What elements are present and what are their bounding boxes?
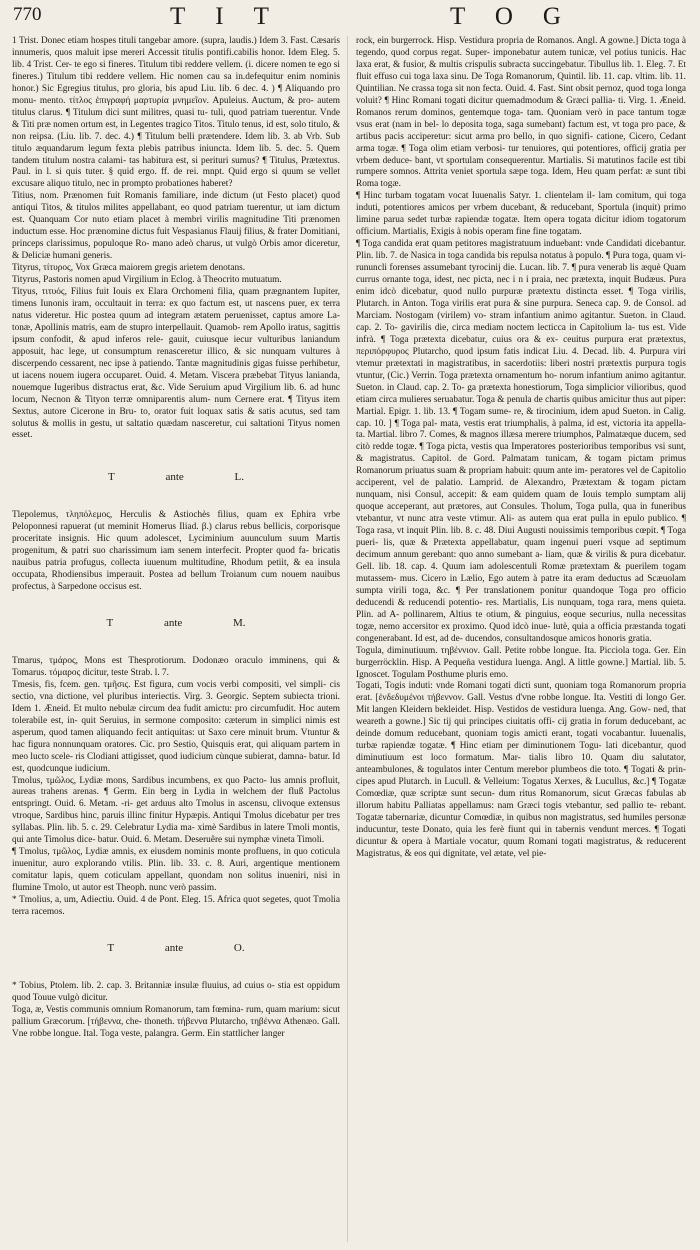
entry-tityrus-vox: Tityrus, τίτυρος, Vox Græca maiorem gregis arietem denotans. (12, 263, 246, 274)
entry-tityrus-pastor: Tityrus, Pastoris nomen apud Virgilium in Eclog. à Theocrito mutuatum. (12, 275, 282, 286)
entry-tmolus-amnis: ¶ Tmolus, τμῶλος, Lydiæ amnis, ex eiusdem nominis monte profluens, in quo coticula inuenitur, auro explorando vtilis. Plin. lib. 33. c. 8. Auri, argentique mentionem comitatur lapis, quem coticulam appellant, quondam non solitus inueniri, nisi in flumine Tmolo, ut autor est Theoph. nunc verò passim. (12, 847, 340, 894)
entry-toga-cont: rock, ein burgerrock. Hisp. Vestidura propria de Romanos. Angl. A gowne.] Dicta toga à tegendo, quod corpus regat. Super- imponebatur autem tunicæ, vel potius tunicis. Hac laxa erat, & fusior, & multis crispulis subracta succingebatur. Tibullus lib. 1. Eleg. 7. Et fluit effuso cui toga laxa sinu. De Toga Romanorum, Quintil. lib. 11. cap. vltim. lib. 11. Quintilian. Ne crassa toga sit non fecta. Ouid. 4. Fast. Sint obsit pernoz, quod toga longa voluit? ¶ Hinc Romani togati dicitur quemadmodum & Græci pallia- ti. Virg. 1. Æneid. Romanos rerum dominos, gentemque toga- tam. Quoniam verò in pace tantum togæ vsus erat (nam in bel- lo deposita toga, saga sumebant) factum est, vt toga pro pace, & artibus pacis acciperetur: sicut arma pro bello, in quo signifi- catione, Cicero, Cedant arma togæ. ¶ Toga olim etiam verbosi- tur tenuiores, qui potentiores, officij gratia per vrbem deduce- bant, vt sportulam consequerentur. Martialis. Si matutinos facile est tibi rumpere somnos. Attrita veniet sportula sæpe toga. Idem, Heu quam perfat: æ sunt tibi Roma togæ. (356, 36, 686, 190)
entry-tmarus: Tmarus, τμάρος, Mons est Thesprotiorum. Dodonæo oraculo imminens, qui & Tomarus. τόμαρος dicitur, teste Strab. l. 7. (12, 655, 340, 678)
section-heading-t-ante-m (12, 618, 340, 630)
section-letter: T (107, 471, 115, 484)
section-ante: ante (163, 617, 183, 630)
entry-toga-turba: ¶ Hinc turbam togatam vocat Iuuenalis Satyr. 1. clientelam il- lam comitum, qui toga induti, potentiores amicos per vrbem ducebant, & reducebant, Sportula (inquit) primo limine parua sedet turbæ rapiendæ togatæ. Item opera togata dicitur idiom togatorum officium. Martialis, Exigis à nobis operam fine fine togatam. (356, 191, 686, 238)
section-letter: T (107, 941, 115, 954)
entry-toga: Toga, æ, Vestis communis omnium Romanorum, tam fœmina- rum, quam marium: sicut pallium Græcorum. [τήβεννα, che- thoneth. τήβεννα Plutarcho, τηβέννα Athenæo. Gall. Vne robbe longue. Ital. Toga veste, palangra. Germ. Ein stattlicher langer (12, 1004, 340, 1039)
section-letter: L. (234, 471, 245, 484)
entry-tobius: * Tobius, Ptolem. lib. 2. cap. 3. Britanniæ insulæ fluuius, ad cuius o- stia est oppidum quod Touue vulgò dicitur. (12, 980, 340, 1003)
entry-togati: Togati, Togis induti: vnde Romani togati dicti sunt, quoniam toga Romanorum propria erat. [ἐνδεδυμένοι τήβεννον. Gall. Vestus d'vne robbe longue. Ita. Vestiti di longo Ger. Mit langen Kleidern bekleidet. Hisp. Vestidos de vestidura luenga. Ang. Gow- ned, that weareth a gowne.] Sic tij qui principes ciuitatis offi- cij gratia in forum deducebant, ac deinde domum reducebant, quoniam togis amicti erant, togati vocabantur. Iuuenalis, turbæ rapiendæ togatæ. ¶ Hinc etiam per diminutionem Togu- lati dicebantur, quod diminutiuum est loco formatum. Mar- tialis libro 10. Quam diu salutator, anteambulones, & togulatos inter Centum merebor plumbeos die toto. ¶ Togati & prin- cipes apud Plutarch. in Lucull. & Velleium: Togatus Xerxes, & Lucullus, &c.] ¶ Togatæ Comœdiæ, quæ scriptæ sunt secun- dum ritus Romanorum, sicut Græcas fabulas ab illorum habitu Palliatas appellamus: nam Græci togis vtebantur, sed pallio te- rebant. Togatæ tabernariæ, dicuntur Comœdiæ, in quibus non magistratus, sed humiles personæ inducuntur, teste Donato, quia les ferè fiunt qui in tabernis vendunt merces. ¶ Togati dicuntur & opera à Martiale vocatur, quum Romani togati magistratus, & reducerent Magistratus, & eos qui dignitate, vel ætate, vel pie- (356, 681, 686, 859)
entry-titius: Titius, nom. Prænomen fuit Romanis familiare, inde dictum (ut Festo placet) quod antiqui Titos, & titulos milites appellabant, eo quod patriam tuerentur, ut iam dictum est. Quanquam Cor nuto etiam placet à membri virilis magnitudine Titi prænomen inductum esse. Hoc prænomine dictus fuit Vespasianus Flauij filius, & frater Domitiani, princeps clarissimus, populoque Ro- mano adeò charus, ut vulgò Orbis amor diceretur, & Deliciæ humani generis. (12, 191, 340, 262)
right-running-head: TOG (450, 3, 591, 30)
entry-tmolius: * Tmolius, a, um, Adiectiu. Ouid. 4 de Pont. Eleg. 15. Africa quot segetes, quot Tmolia terra racemos. (12, 895, 340, 917)
section-ante: ante (165, 471, 184, 484)
section-letter: O. (233, 941, 245, 954)
entry-tmesis: Tmesis, fis, fcem. gen. τμῆσις. Est figura, cum vocis verbi compositi, vel simpli- cis sectio, vna dictione, vel pluribus interiectis. Virg. 3. Georgic. Septem subiecta trioni. Idem 1. Æneid. Et multo nebulæ circum dea fudit amictu: pro circumfudit. Hoc autem tolerabile est, in- quit Seruius, in sermone composito: cæterum in simplici nimis est asperum, quod tamen aliquando fecit antiquitas: ut Saxo cere minuit brum. Vtuntur & hac figura nonnunquam oratores. Cic. pro Sestio, Quisquis erat, qui aliquam partem in meo lucto scele- ris Clodiani attigisset, quod iudicium cùnque subierat, damna- batur. Id est, quodcunque iudicium. (12, 679, 340, 774)
entry-togula: Togula, diminutiuum. τηβέννιον. Gall. Petite robbe longue. Ita. Picciola toga. Ger. Ein burgerröcklin. Hisp. A Pequeña vestidura luenga. Angl. A little gowne.] Martial. lib. 5. Ignoscet. Togulam Posthume pluris emo. (356, 645, 686, 680)
entry-tmolus-mons: Tmolus, τμῶλος, Lydiæ mons, Sardibus incumbens, ex quo Pacto- lus amnis profluit, aureas trahens arenas. ¶ Germ. Ein berg in Lydia in welchem der fluß Pactolus entspringt. Ouid. 6. Metam. -ri- get arduus alto Tmolus in ascensu, clivoque extensus vtroque, Sardibus hinc, paruis illinc finitur Hypæpis. Antiqui Tmolus dicebatur per tres syllabas. Plin. lib. 5. c. 29. Celebratur Lydia ma- ximè Sardibus in latere Tmoli montis, qui ante Timolus dice- batur. Ouid. 6. Metam. Deseruêre sui nymphæ vineta Timoli. (12, 775, 340, 846)
left-running-head: TIT (170, 3, 299, 30)
entry-titulus-cont: 1 Trist. Donec etiam hospes tituli tangebar amore. (supra, laudis.) Idem 3. Fast. Cæsaris innumeris, quos maluit ipse mereri Accessit titulis pontifi.cabilis honor. Idem Eleg. 5. lib. 4 Trist. Cer- te ego si fineres. Titulum tibi reddere vellem. (i. dicere nomen te ego si fineres.) Titulum tibi reddere vellem. Hic nomen cau sa in.defequitur enim nominis honor.) Sic Egregius titulus, pro gloria, bis apud Liu. lib. 6 dec. 4. ) ¶ Aliquando pro monu- mento. τίτλος ἐπιγραφή μαρτυρία μνημεῖον. Apuleius. Auctum, & pro- autem titulus clarus. ¶ Titulum dici sunt militres, quasi tu- tuli, quod patriam tuerentur. Vnde & Titi præ nomen ortum est, in Legentes tragico Titos. Titulo tenus, id est, solo titulo, & non reipsa. (Liu. lib. 7. dec. 4.) ¶ Titulum belli prætendere. Idem lib. 3. ab Vrb. Sub titulo æquandarum legum fexta plebis patribus iniuncta. Idem lib. 5. dec. 5. Quem tandem titulum nostra calami- tas habitura est, si perituri sumus? ¶ Titulus, Prætextus. Paul. in l. si quis tuter. § quid ergo. ff. de rei. mnpt. Quid ergo si quum se vellet excusare aliquo titulo, nec in prompto probationes haberet? (12, 36, 340, 190)
entry-tityus: Tityus, τιτυός, Filius fuit Iouis ex Elara Orchomeni filia, quam prægnantem Iupiter, timens Iunonis iram, occultauit in terra: ex quo factum est, ut nascens puer, ex terra natus videretur. Hic postea quum ad integram ætatem peruenisset, captus amore La- tonæ, Apollinis matris, eam de stupro interpellauit. Quamob- rem Apollo iratus, sagittis ipsum confodit, & apud inferos rele- gauit, cuiusque iecur vulturibus laniandum apposuit, hac lege, ut consumptum renasceretur illico, & sic nunquam vultures à discerpendo cessarent, nec ipse à patiendo. Tantæ magnitudinis gigas fuisse perhibetur, ut iacens nouem iugera occuparet. Ouid. 4. Metam. Viscera præbebat Tityus lanianda, nouemque Iugeribus distractus erat, &c. Vide Seruium apud Virgilium lib. 6. ad hunc locum, Necnon & Tityon terræ omniparentis alum- num Cernere erat. ¶ Tityus item Sextus, autore Cicerone in Bru- to, orator fuit loquax satis & satis acutus, sed tam solutus & mollis in gestu, ut saltatio quædam nasceretur, cui saltationi Tityus nomen esset. (12, 287, 340, 441)
section-ante: ante (164, 941, 184, 954)
page-number: 770 (13, 4, 42, 25)
section-letter: M. (233, 617, 246, 630)
column-divider (347, 36, 348, 1242)
entry-toga-candida: ¶ Toga candida erat quam petitores magistratuum induebant: vnde Candidati dicebantur. Plin. lib. 7. de Nasica in toga candida bis repulsa notatus à populo. ¶ Pura toga, quam vi- rununcli forenses assumebant tyrocinij die. Lucan. lib. 7. ¶ pura venerab lis æquè Quam currus ornante toga, idest, nec picta, nec i n i praia, nec prætexta, inquit Budæus. Pura enim idcò dicebatur, quod nullo purpuræ prætextu distincta esset. ¶ Toga virilis, Plutarch. in Anton. Toga virilis erat pura & sine purpura. Seneca cap. 9. de Consol. ad Marciam. Nostogam (virilem) vo- stram infantium animo agitantur. Sueton. in Claud. cap. 2. To- gavirilis die, circa mediam noctem lecticca in Capitolium la- tus est. Vide infrà. ¶ Toga prætexta dicebatur, cuius ora & ex- ceuitus purpura erat prætextus, περιπόρφυρος Plutarcho, quod ipsum fatis indicat Liu. 4. Decad. lib. 4. Purpura viri vtemur prætextati in magistratibus, in sacerdotiis: liberi nostri prætextis purpura togis vtuntur, (Cic.) Verrin. Toga prætexta ornamentum ho- norum infantium animo agitantur. Sueton. in Claud. cap. 2. To- ga prætexta honestiorum, Toga simplicior vilioribus, quod etiam circa mulieres seruabatur. Toga & penula de chartis quibus amicitur thus aut piper: Martial. Epigr. 1. lib. 13. ¶ Togam sume- re, & tirocinium, idem apud Sueton. in Calig. cap. 10. ] ¶ Toga pal- mata, vestis erat triumphalis, à palma, id est, victoria ita appella- ta. Martial. libro 7. Comes, & magnos illæsa merere triumphos, Palmatæque ducem, sed citò redde togæ. ¶ Toga picta, vestis qua Imperatores posterioribus temporibus vsi sunt, & magistratus. Capitol. de Gord. Palmatam tunicam, & togam pictam primus Romanorum priuatus suam & propriam habuit: quum ante im- peratores vel de Capitolio acciperent, vel de palatio. Lamprid. de Alexandro, Prætextam & togam pictam nunquam, nisi Consul, accepit: & eam quidem quam de Iouis templo sumptam alij quoque acceperant, aut prætores, aut Consules. Tholum, Toga pulla, qua in funeribus vtebantur, vt nunc atra veste vtimur. Ali- as autem qua erat pulla in epulo publico. ¶ Toga rasa, vt inquit Plin. lib. 8. c. 48. Diui Augusti nouissimis temporibus cœpit. ¶ Toga pueri- lis, quæ & Prætexta appellabatur, quam ingenui pueri vsque ad septimum decimum annum gerebant: quo anno sumebant a- liam, quæ & virilis & pura dicebatur. Gell. lib. 18. cap. 4. Quum iam adolescentuli Romæ prætextam & puerilem togam mutassem- mus. Cicero in Lælio, Ego autem à patre ita eram deductus ad Scæuolam sumpta virili toga, &c. ¶ Per translationem ponitur quandoque Toga pro officio deducendi & reducendi potentio- res. Martialis, Lis nunquam, toga rara, mens quieta. Plin. ad A- pollinarem, Altius te otium, & pinguius, eoque securius, nulla necessitas togæ, nemo accersitor ex proximo. Quod idcò inue- lutè, quia a officia præstanda togati congenerabant. Id est, ad de- ducendos, consultandosque amicos honoris gratia. (356, 239, 686, 644)
left-column (12, 36, 340, 1246)
entry-tlepolemus: Tlepolemus, τληπόλεμος, Herculis & Astiochès filius, quam ex Ephira vrbe Peloponnesi rapuerat (ut meminit Homerus Iliad. β.) clarus rebus bellicis, corporisque proceritate insignis. Hic quum adolescet, Lyciminium auunculum suum Martis progenitum, & patri suo charissimum iam senem interfecit. Propter quod fa- bricatis nauibus patria profugus, collecta iuuenum multitudine, Rhodum petiit, & ea insula occupata, Rhodiensibus imperauit. Postea ad bellum Troianum cum nouem nauibus profectus, à Sarpedone occisus est. (12, 510, 340, 593)
section-heading-t-ante-o (12, 943, 340, 955)
right-column (356, 36, 686, 1246)
section-heading-t-ante-l (12, 472, 340, 484)
section-letter: T (106, 617, 114, 630)
